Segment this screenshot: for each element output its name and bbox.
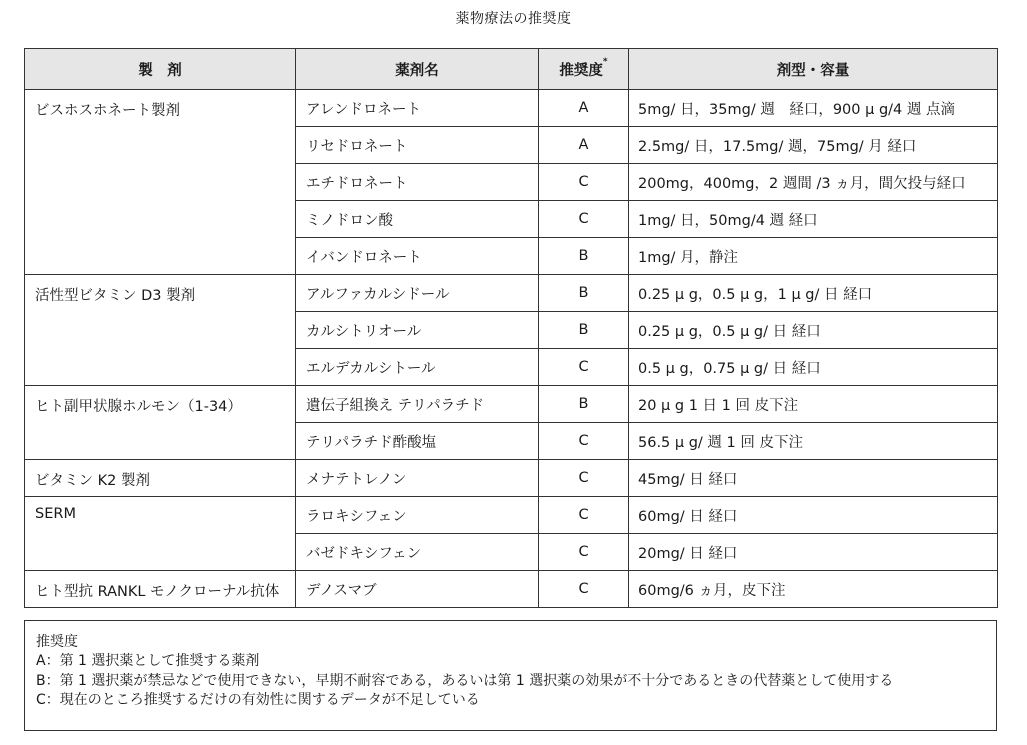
drug-cell: アルファカルシドール [296, 275, 539, 312]
category-cell: ビスホスホネート製剤 [25, 90, 296, 275]
drug-cell: バゼドキシフェン [296, 534, 539, 571]
dose-cell: 56.5 μ g/ 週 1 回 皮下注 [629, 423, 998, 460]
drug-cell: エルデカルシトール [296, 349, 539, 386]
header-grade-label: 推奨度 [559, 62, 603, 79]
drug-cell: リセドロネート [296, 127, 539, 164]
category-cell: 活性型ビタミン D3 製剤 [25, 275, 296, 386]
grade-cell: C [539, 571, 629, 608]
dose-cell: 2.5mg/ 日，17.5mg/ 週，75mg/ 月 経口 [629, 127, 998, 164]
grade-notes [24, 620, 997, 731]
dose-cell: 20mg/ 日 経口 [629, 534, 998, 571]
grade-cell: C [539, 423, 629, 460]
header-drug: 薬剤名 [296, 49, 539, 90]
table-row [25, 90, 998, 127]
dose-cell: 200mg，400mg，2 週間 /3 ヵ月，間欠投与経口 [629, 164, 998, 201]
grade-cell: A [539, 127, 629, 164]
drug-cell: デノスマブ [296, 571, 539, 608]
drug-cell: 遺伝子組換え テリパラチド [296, 386, 539, 423]
dose-cell: 45mg/ 日 経口 [629, 460, 998, 497]
drug-recommendation-table [24, 48, 998, 608]
header-dose: 剤型・容量 [629, 49, 998, 90]
grade-cell: C [539, 201, 629, 238]
dose-cell: 1mg/ 日，50mg/4 週 経口 [629, 201, 998, 238]
table-row [25, 460, 998, 497]
grade-cell: B [539, 275, 629, 312]
note-line-b: B：第 1 選択薬が禁忌などで使用できない，早期不耐容である，あるいは第 1 選択薬の効果が不十分であるときの代替薬として使用する [36, 672, 894, 689]
drug-cell: エチドロネート [296, 164, 539, 201]
drug-cell: ラロキシフェン [296, 497, 539, 534]
note-line-a: A：第 1 選択薬として推奨する薬剤 [36, 653, 260, 670]
dose-cell: 0.25 μ g，0.5 μ g，1 μ g/ 日 経口 [629, 275, 998, 312]
grade-cell: A [539, 90, 629, 127]
table-title: 薬物療法の推奨度 [455, 11, 572, 27]
header-row [25, 49, 998, 90]
category-cell: ヒト副甲状腺ホルモン（1-34） [25, 386, 296, 460]
drug-cell: カルシトリオール [296, 312, 539, 349]
notes-heading: 推奨度 [36, 634, 78, 650]
dose-cell: 20 μ g 1 日 1 回 皮下注 [629, 386, 998, 423]
grade-cell: C [539, 349, 629, 386]
dose-cell: 60mg/6 ヵ月，皮下注 [629, 571, 998, 608]
grade-cell: B [539, 238, 629, 275]
category-cell: ヒト型抗 RANKL モノクローナル抗体 [25, 571, 296, 608]
dose-cell: 0.25 μ g，0.5 μ g/ 日 経口 [629, 312, 998, 349]
grade-cell: C [539, 497, 629, 534]
header-grade [539, 49, 629, 90]
drug-cell: アレンドロネート [296, 90, 539, 127]
grade-cell: C [539, 534, 629, 571]
table-row [25, 571, 998, 608]
drug-cell: ミノドロン酸 [296, 201, 539, 238]
table-row [25, 497, 998, 534]
grade-cell: C [539, 164, 629, 201]
drug-cell: メナテトレノン [296, 460, 539, 497]
dose-cell: 0.5 μ g，0.75 μ g/ 日 経口 [629, 349, 998, 386]
category-cell: SERM [25, 497, 296, 571]
drug-cell: イバンドロネート [296, 238, 539, 275]
grade-cell: B [539, 312, 629, 349]
category-cell: ビタミン K2 製剤 [25, 460, 296, 497]
drug-cell: テリパラチド酢酸塩 [296, 423, 539, 460]
grade-cell: B [539, 386, 629, 423]
table-row [25, 275, 998, 312]
grade-cell: C [539, 460, 629, 497]
note-line-c: C：現在のところ推奨するだけの有効性に関するデータが不足している [36, 692, 480, 709]
table-row [25, 386, 998, 423]
dose-cell: 5mg/ 日，35mg/ 週 経口，900 μ g/4 週 点滴 [629, 90, 998, 127]
dose-cell: 60mg/ 日 経口 [629, 497, 998, 534]
header-grade-mark: * [602, 56, 608, 67]
header-category: 製 剤 [25, 49, 296, 90]
dose-cell: 1mg/ 月，静注 [629, 238, 998, 275]
